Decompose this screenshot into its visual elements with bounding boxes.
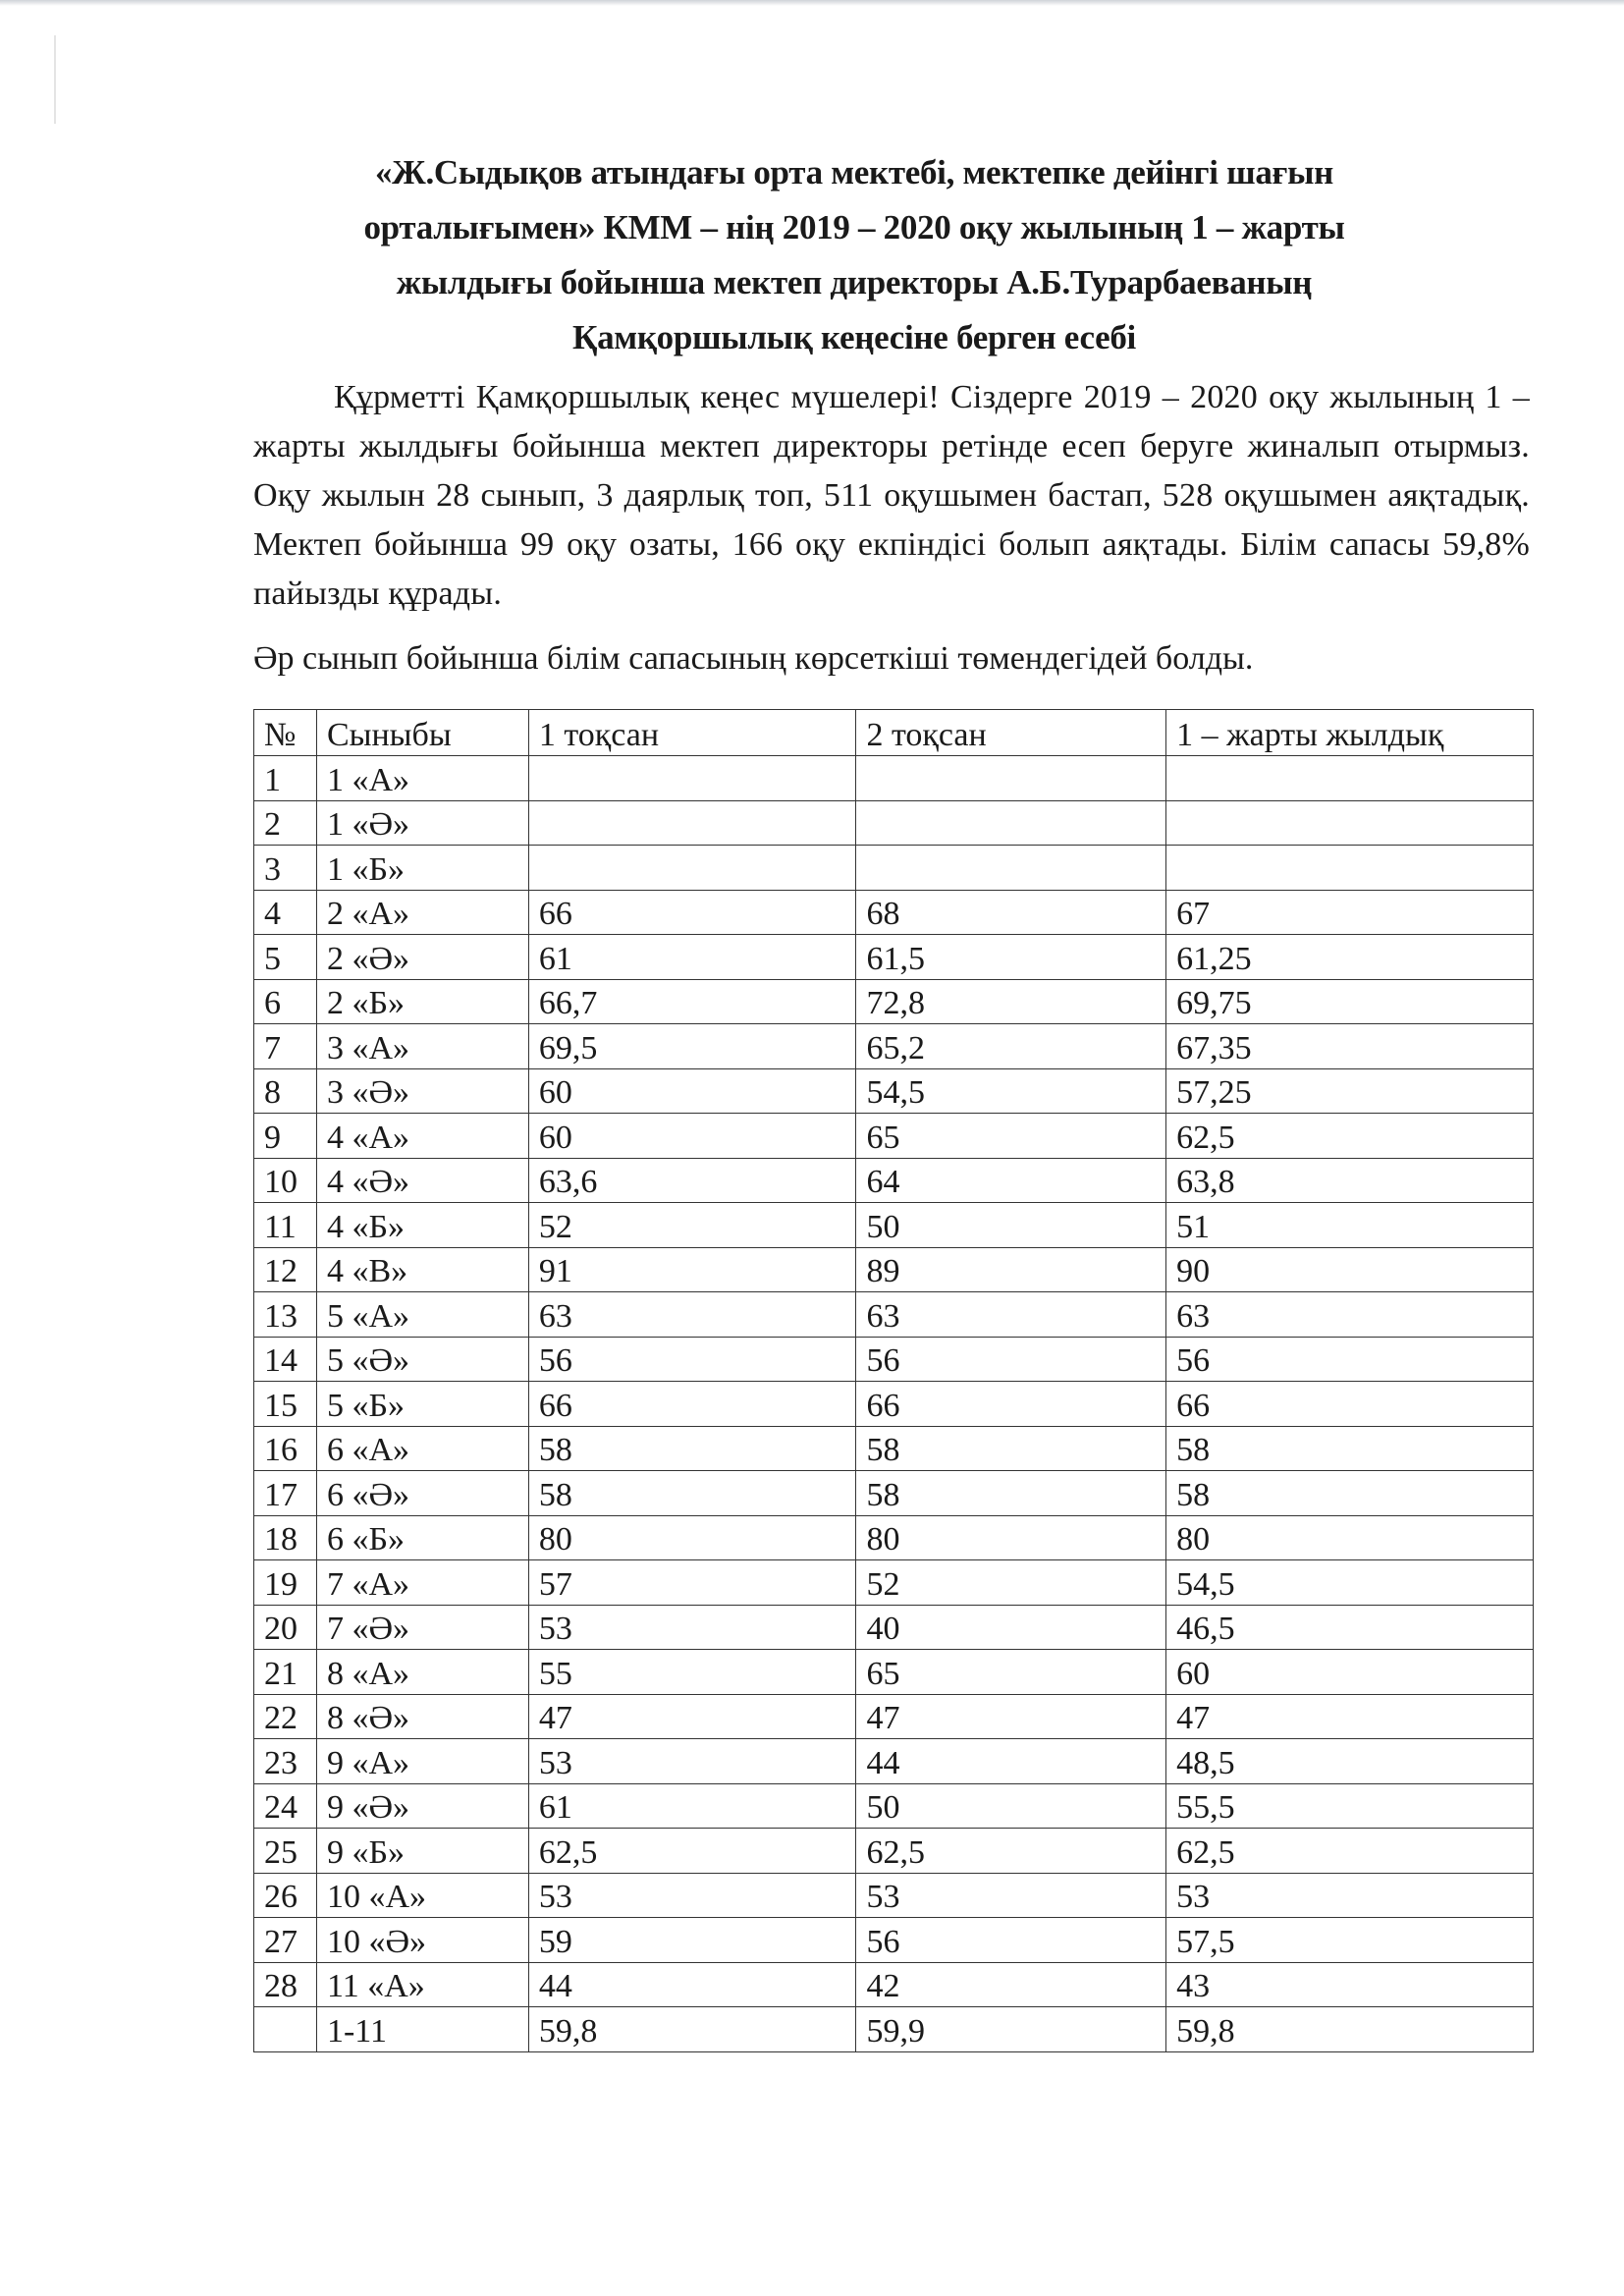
cell-half-year: 60: [1166, 1650, 1534, 1695]
cell-class: 1-11: [316, 2007, 528, 2052]
cell-number: 22: [254, 1694, 317, 1739]
cell-number: 23: [254, 1739, 317, 1784]
table-row: [254, 1829, 1534, 1874]
cell-quarter-2: 56: [856, 1918, 1166, 1963]
cell-class: 8 «Ә»: [316, 1694, 528, 1739]
cell-class: 9 «Б»: [316, 1829, 528, 1874]
cell-number: 11: [254, 1203, 317, 1248]
cell-half-year: 58: [1166, 1471, 1534, 1516]
document-title: [275, 145, 1434, 365]
cell-quarter-2: 65,2: [856, 1024, 1166, 1069]
cell-number: 19: [254, 1560, 317, 1606]
cell-half-year: 51: [1166, 1203, 1534, 1248]
title-line: жылдығы бойынша мектеп директоры А.Б.Турарбаеваның: [396, 263, 1313, 301]
table-row: [254, 1426, 1534, 1471]
cell-quarter-1: 63,6: [528, 1158, 856, 1203]
cell-half-year: [1166, 800, 1534, 846]
cell-quarter-2: 65: [856, 1114, 1166, 1159]
cell-class: 6 «Б»: [316, 1515, 528, 1560]
cell-number: 4: [254, 890, 317, 935]
cell-quarter-2: 50: [856, 1783, 1166, 1829]
cell-quarter-2: 52: [856, 1560, 1166, 1606]
table-row: [254, 756, 1534, 801]
table-row: [254, 890, 1534, 935]
cell-quarter-1: 66: [528, 890, 856, 935]
cell-quarter-1: 59,8: [528, 2007, 856, 2052]
cell-quarter-1: 60: [528, 1068, 856, 1114]
cell-quarter-2: 59,9: [856, 2007, 1166, 2052]
cell-quarter-1: 53: [528, 1605, 856, 1650]
table-row: [254, 1962, 1534, 2007]
cell-quarter-2: 40: [856, 1605, 1166, 1650]
cell-number: 15: [254, 1382, 317, 1427]
cell-half-year: 66: [1166, 1382, 1534, 1427]
cell-number: 1: [254, 756, 317, 801]
scan-artifact: [54, 35, 56, 124]
cell-half-year: 58: [1166, 1426, 1534, 1471]
table-row: [254, 1560, 1534, 1606]
cell-number: 26: [254, 1873, 317, 1918]
cell-quarter-2: 61,5: [856, 935, 1166, 980]
cell-quarter-2: 72,8: [856, 979, 1166, 1024]
table-row: [254, 1382, 1534, 1427]
cell-quarter-2: 47: [856, 1694, 1166, 1739]
cell-quarter-2: 63: [856, 1292, 1166, 1338]
table-row: [254, 1158, 1534, 1203]
table-intro: Әр сынып бойынша білім сапасының көрсеткіші төмендегідей болды.: [253, 640, 1254, 677]
cell-half-year: 62,5: [1166, 1114, 1534, 1159]
cell-half-year: [1166, 846, 1534, 891]
cell-quarter-1: 58: [528, 1426, 856, 1471]
cell-class: 1 «А»: [316, 756, 528, 801]
cell-quarter-1: 69,5: [528, 1024, 856, 1069]
cell-quarter-2: 44: [856, 1739, 1166, 1784]
cell-number: 21: [254, 1650, 317, 1695]
table-row: [254, 846, 1534, 891]
cell-quarter-2: 68: [856, 890, 1166, 935]
cell-class: 9 «А»: [316, 1739, 528, 1784]
cell-class: 10 «Ә»: [316, 1918, 528, 1963]
cell-half-year: 67: [1166, 890, 1534, 935]
cell-quarter-1: 58: [528, 1471, 856, 1516]
cell-quarter-1: [528, 756, 856, 801]
cell-quarter-2: 56: [856, 1337, 1166, 1382]
cell-half-year: 90: [1166, 1247, 1534, 1292]
cell-quarter-1: [528, 800, 856, 846]
cell-number: 10: [254, 1158, 317, 1203]
table-row: [254, 935, 1534, 980]
cell-quarter-1: 62,5: [528, 1829, 856, 1874]
table-row: [254, 1650, 1534, 1695]
title-line: «Ж.Сыдықов атындағы орта мектебі, мектепке дейінгі шағын: [374, 153, 1334, 191]
report-paragraph: Құрметті Қамқоршылық кеңес мүшелері! Сіздерге 2019 – 2020 оқу жылының 1 – жарты жылдығы бойынша мектеп директоры ретінде есеп беруге жиналып отырмыз. Оқу жылын 28 сынып, 3 даярлық топ, 511 оқушымен бастап, 528 оқушымен аяқтадық. Мектеп бойынша 99 оқу озаты, 166 оқу екпіндісі болып аяқтады. Білім сапасы 59,8% пайызды құрады.: [253, 379, 1530, 612]
cell-class: 2 «А»: [316, 890, 528, 935]
cell-number: 24: [254, 1783, 317, 1829]
cell-number: 7: [254, 1024, 317, 1069]
cell-quarter-2: 42: [856, 1962, 1166, 2007]
cell-number: 3: [254, 846, 317, 891]
cell-class: 8 «А»: [316, 1650, 528, 1695]
cell-class: 11 «А»: [316, 1962, 528, 2007]
cell-class: 7 «Ә»: [316, 1605, 528, 1650]
cell-quarter-1: 55: [528, 1650, 856, 1695]
cell-quarter-1: 63: [528, 1292, 856, 1338]
cell-number: 6: [254, 979, 317, 1024]
cell-half-year: 61,25: [1166, 935, 1534, 980]
cell-quarter-1: 59: [528, 1918, 856, 1963]
cell-class: 4 «Б»: [316, 1203, 528, 1248]
cell-quarter-2: 66: [856, 1382, 1166, 1427]
cell-quarter-1: 57: [528, 1560, 856, 1606]
cell-quarter-1: [528, 846, 856, 891]
cell-quarter-1: 66,7: [528, 979, 856, 1024]
cell-half-year: 63: [1166, 1292, 1534, 1338]
table-header-row: [254, 710, 1534, 756]
cell-half-year: 57,25: [1166, 1068, 1534, 1114]
cell-quarter-1: 61: [528, 935, 856, 980]
cell-half-year: 62,5: [1166, 1829, 1534, 1874]
cell-quarter-1: 52: [528, 1203, 856, 1248]
cell-quarter-1: 53: [528, 1873, 856, 1918]
cell-number: 8: [254, 1068, 317, 1114]
cell-class: 2 «Ә»: [316, 935, 528, 980]
header-quarter-2: 2 тоқсан: [856, 710, 1166, 756]
cell-half-year: 63,8: [1166, 1158, 1534, 1203]
cell-quarter-2: 53: [856, 1873, 1166, 1918]
cell-quarter-2: [856, 846, 1166, 891]
header-half-year: 1 – жарты жылдық: [1166, 710, 1534, 756]
cell-quarter-1: 56: [528, 1337, 856, 1382]
cell-quarter-1: 80: [528, 1515, 856, 1560]
table-total-row: [254, 2007, 1534, 2052]
cell-number: 27: [254, 1918, 317, 1963]
table-row: [254, 1024, 1534, 1069]
cell-class: 4 «А»: [316, 1114, 528, 1159]
cell-number: 12: [254, 1247, 317, 1292]
cell-half-year: 46,5: [1166, 1605, 1534, 1650]
cell-number: 28: [254, 1962, 317, 2007]
cell-class: 4 «В»: [316, 1247, 528, 1292]
table-row: [254, 1114, 1534, 1159]
table-row: [254, 800, 1534, 846]
cell-half-year: 55,5: [1166, 1783, 1534, 1829]
cell-number: 14: [254, 1337, 317, 1382]
cell-class: 5 «А»: [316, 1292, 528, 1338]
cell-class: 6 «Ә»: [316, 1471, 528, 1516]
cell-class: 7 «А»: [316, 1560, 528, 1606]
cell-number: 20: [254, 1605, 317, 1650]
header-quarter-1: 1 тоқсан: [528, 710, 856, 756]
cell-half-year: 43: [1166, 1962, 1534, 2007]
cell-number: 5: [254, 935, 317, 980]
cell-quarter-1: 47: [528, 1694, 856, 1739]
table-body: [254, 756, 1534, 2052]
table-row: [254, 1605, 1534, 1650]
cell-quarter-2: 54,5: [856, 1068, 1166, 1114]
cell-number: 17: [254, 1471, 317, 1516]
title-line: Қамқоршылық кеңесіне берген есебі: [572, 318, 1136, 356]
table-row: [254, 1203, 1534, 1248]
cell-quarter-2: 89: [856, 1247, 1166, 1292]
cell-quarter-1: 53: [528, 1739, 856, 1784]
cell-half-year: 59,8: [1166, 2007, 1534, 2052]
table-row: [254, 1292, 1534, 1338]
cell-quarter-2: 65: [856, 1650, 1166, 1695]
cell-class: 10 «А»: [316, 1873, 528, 1918]
cell-half-year: 80: [1166, 1515, 1534, 1560]
table-row: [254, 1783, 1534, 1829]
cell-number: [254, 2007, 317, 2052]
scan-edge: [0, 0, 1624, 6]
table-row: [254, 1515, 1534, 1560]
cell-quarter-2: [856, 756, 1166, 801]
quality-table: [253, 709, 1534, 2052]
cell-half-year: 54,5: [1166, 1560, 1534, 1606]
cell-half-year: 47: [1166, 1694, 1534, 1739]
cell-class: 4 «Ә»: [316, 1158, 528, 1203]
title-line: орталығымен» КММ – нің 2019 – 2020 оқу жылының 1 – жарты: [363, 208, 1345, 246]
table-row: [254, 1247, 1534, 1292]
table-row: [254, 1337, 1534, 1382]
cell-number: 9: [254, 1114, 317, 1159]
cell-number: 13: [254, 1292, 317, 1338]
cell-number: 25: [254, 1829, 317, 1874]
cell-half-year: 67,35: [1166, 1024, 1534, 1069]
cell-class: 1 «Ә»: [316, 800, 528, 846]
cell-half-year: 69,75: [1166, 979, 1534, 1024]
table-row: [254, 1471, 1534, 1516]
cell-quarter-1: 66: [528, 1382, 856, 1427]
cell-quarter-1: 44: [528, 1962, 856, 2007]
cell-quarter-2: 58: [856, 1426, 1166, 1471]
cell-class: 6 «А»: [316, 1426, 528, 1471]
cell-class: 2 «Б»: [316, 979, 528, 1024]
table-row: [254, 1068, 1534, 1114]
table-row: [254, 1694, 1534, 1739]
table-row: [254, 1739, 1534, 1784]
cell-class: 3 «А»: [316, 1024, 528, 1069]
header-class: Сыныбы: [316, 710, 528, 756]
cell-half-year: 56: [1166, 1337, 1534, 1382]
cell-quarter-2: 64: [856, 1158, 1166, 1203]
table-row: [254, 1918, 1534, 1963]
header-number: №: [254, 710, 317, 756]
cell-quarter-2: 50: [856, 1203, 1166, 1248]
cell-quarter-2: 58: [856, 1471, 1166, 1516]
cell-number: 2: [254, 800, 317, 846]
cell-half-year: 48,5: [1166, 1739, 1534, 1784]
cell-number: 16: [254, 1426, 317, 1471]
cell-quarter-2: [856, 800, 1166, 846]
cell-class: 5 «Б»: [316, 1382, 528, 1427]
cell-quarter-2: 62,5: [856, 1829, 1166, 1874]
cell-half-year: 57,5: [1166, 1918, 1534, 1963]
table-row: [254, 979, 1534, 1024]
cell-half-year: 53: [1166, 1873, 1534, 1918]
cell-half-year: [1166, 756, 1534, 801]
cell-quarter-1: 91: [528, 1247, 856, 1292]
cell-class: 3 «Ә»: [316, 1068, 528, 1114]
cell-class: 5 «Ә»: [316, 1337, 528, 1382]
cell-quarter-1: 61: [528, 1783, 856, 1829]
cell-number: 18: [254, 1515, 317, 1560]
cell-class: 1 «Б»: [316, 846, 528, 891]
table-row: [254, 1873, 1534, 1918]
cell-quarter-2: 80: [856, 1515, 1166, 1560]
cell-class: 9 «Ә»: [316, 1783, 528, 1829]
cell-quarter-1: 60: [528, 1114, 856, 1159]
